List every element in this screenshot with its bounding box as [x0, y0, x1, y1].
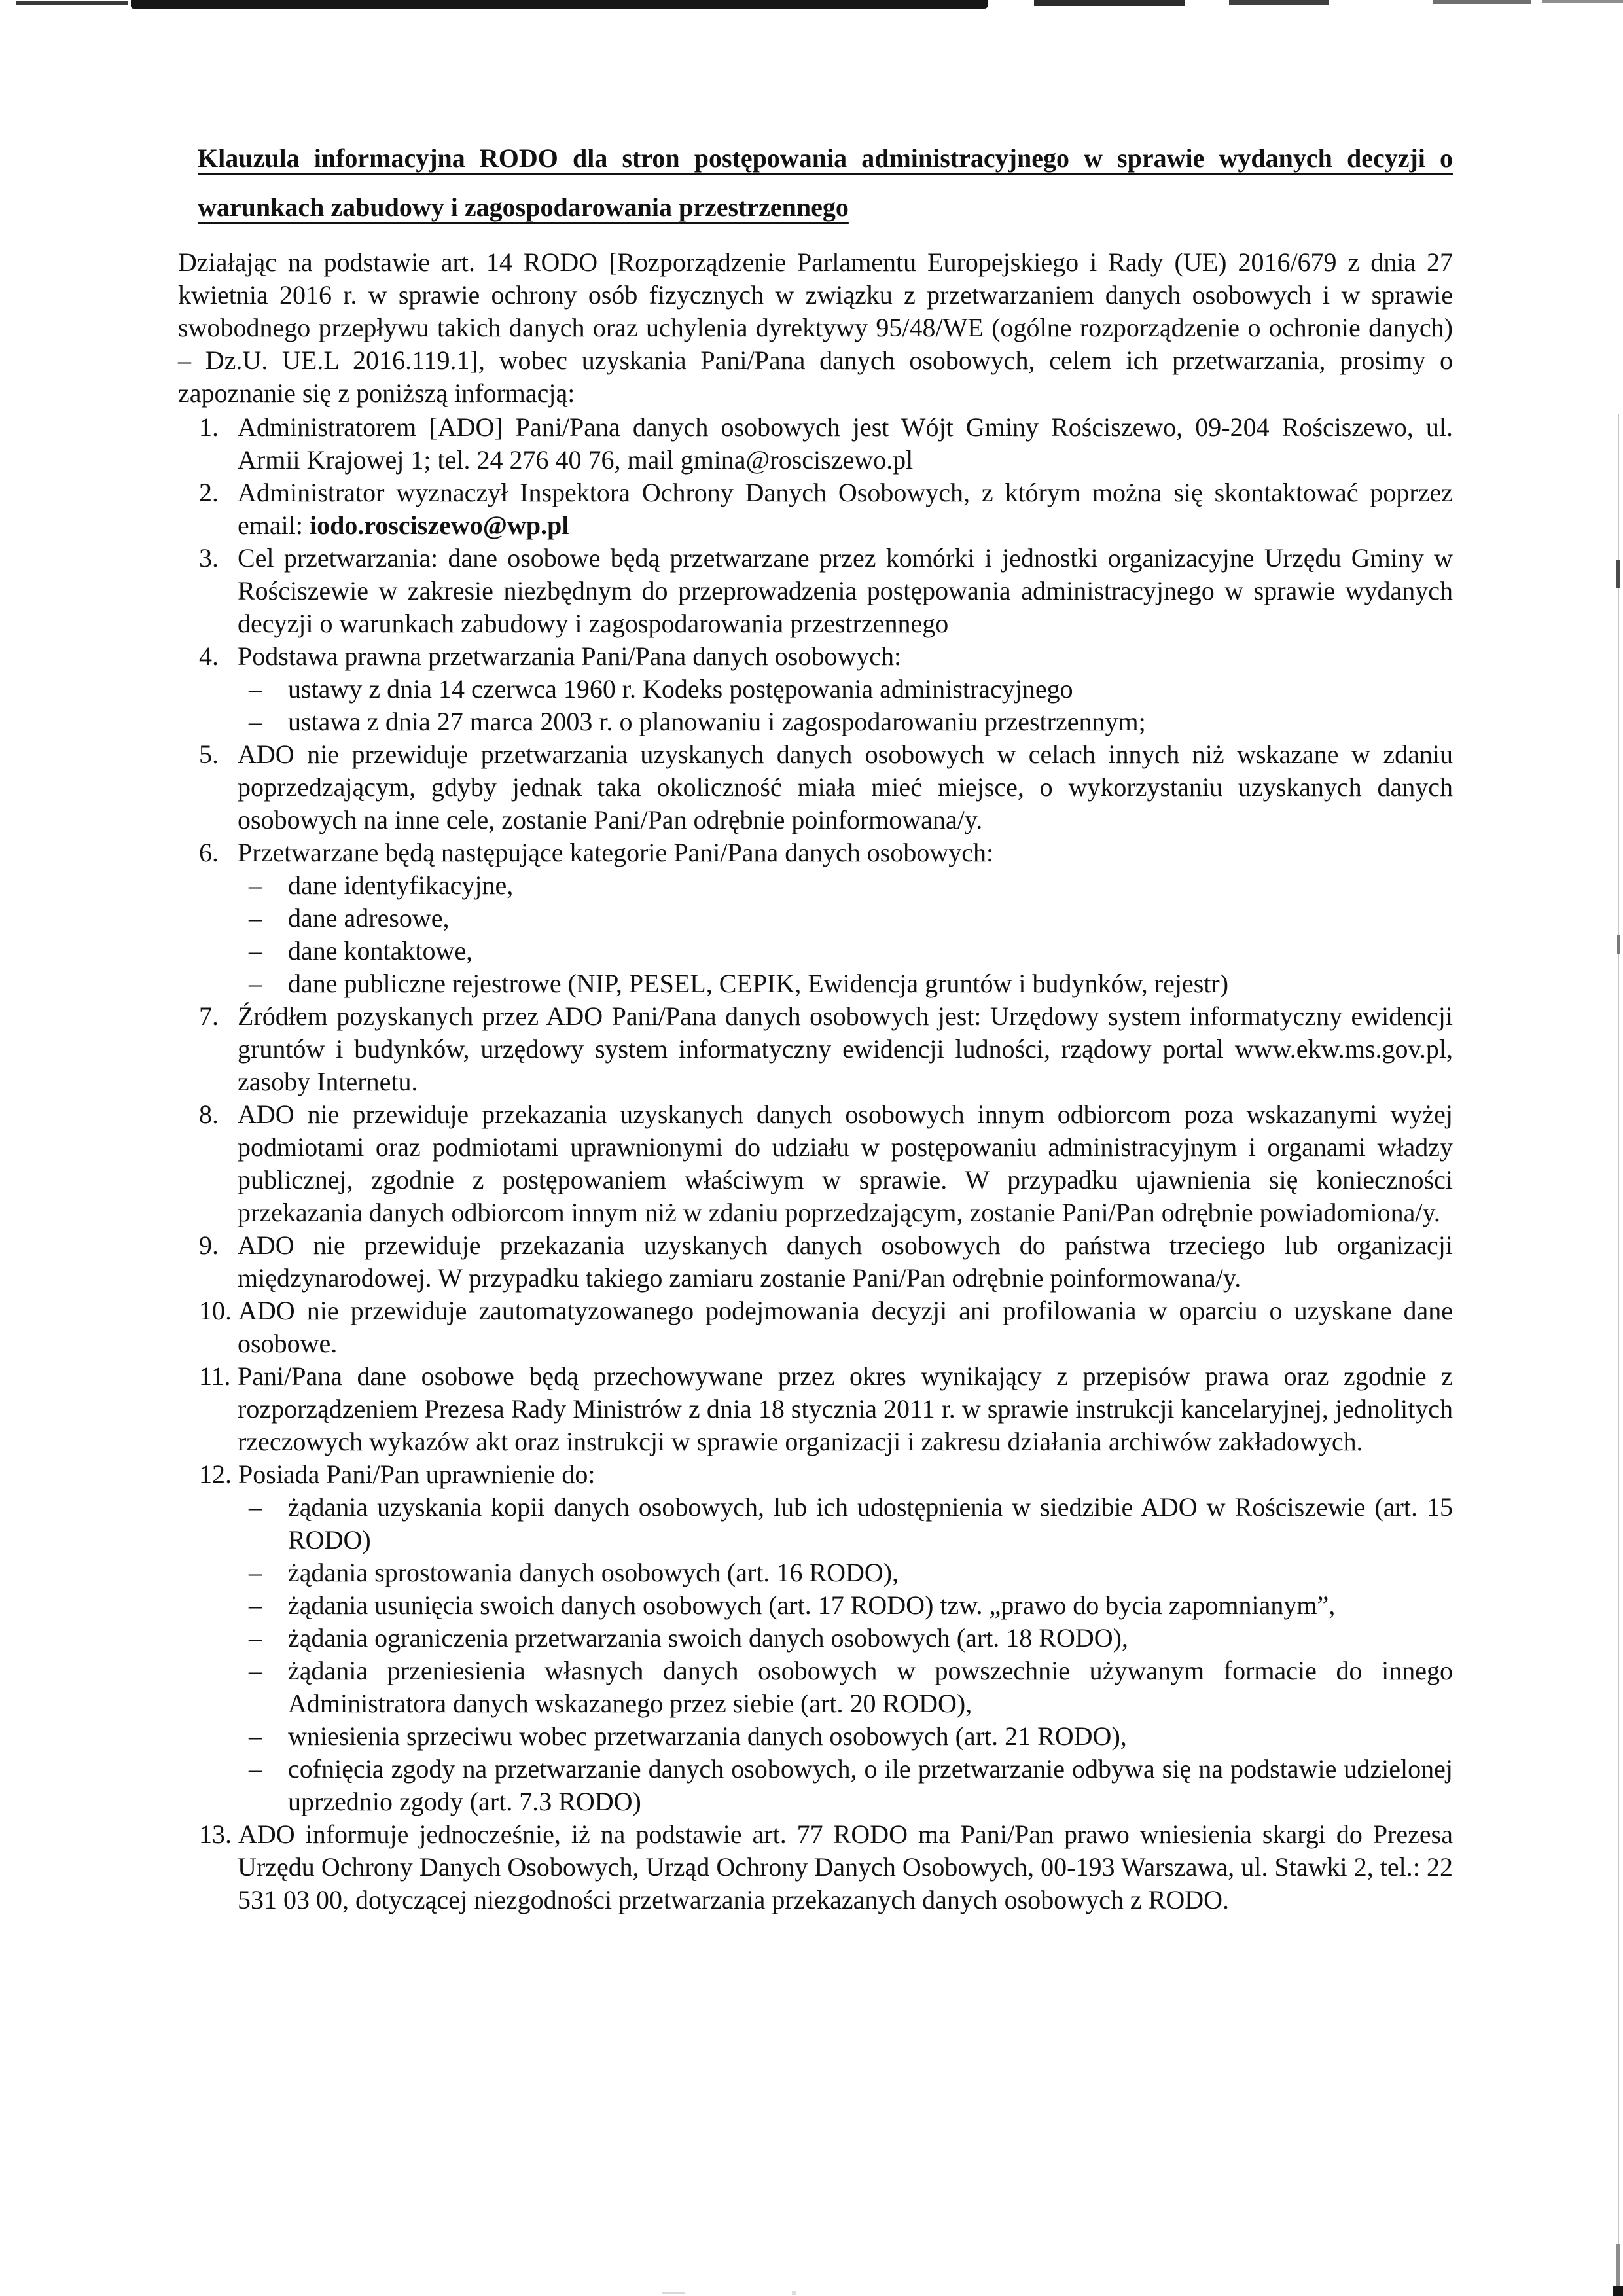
item-number: 6.: [199, 838, 219, 867]
sub-list-item: [249, 1655, 1453, 1720]
sub-item-text: żądania ograniczenia przetwarzania swoich danych osobowych (art. 18 RODO),: [288, 1623, 1128, 1653]
sub-list-item: [249, 1491, 1453, 1556]
scan-artifact-edge-mark: [1616, 560, 1620, 588]
list-item: [199, 1098, 1453, 1229]
sub-list-item: [249, 1720, 1453, 1753]
sub-list-item: [249, 935, 1453, 967]
list-item: [199, 738, 1453, 836]
list-item: [199, 640, 1453, 738]
document-title: Klauzula informacyjna RODO dla stron postępowania administracyjnego w sprawie wydanych decyzji o warunkach zabudowy i zagospodarowania przestrzennego: [198, 143, 1453, 222]
item-number: 10.: [199, 1296, 232, 1325]
item-text: Cel przetwarzania: dane osobowe będą przetwarzane przez komórki i jednostki organizacyjne Urzędu Gminy w Rościszewie w zakresie niezbędnym do przeprowadzenia postępowania administracyjnego w sprawie wydanych decyzji o warunkach zabudowy i zagospodarowania przestrzennego: [238, 543, 1453, 638]
list-item: [199, 1295, 1453, 1360]
scan-artifact-bottom-mark: [792, 2291, 796, 2295]
sub-item-text: wniesienia sprzeciwu wobec przetwarzania danych osobowych (art. 21 RODO),: [288, 1721, 1127, 1751]
sub-list: [238, 869, 1453, 1000]
list-item: [199, 1818, 1453, 1916]
list-item: [199, 1000, 1453, 1098]
dash-marker: –: [249, 903, 262, 933]
dash-marker: –: [249, 1558, 262, 1587]
sub-list-item: [249, 1753, 1453, 1818]
item-text: ADO nie przewiduje zautomatyzowanego podejmowania decyzji ani profilowania w oparciu o uzyskane dane osobowe.: [238, 1296, 1453, 1358]
sub-item-text: dane kontaktowe,: [288, 936, 473, 965]
sub-item-text: żądania usunięcia swoich danych osobowych (art. 17 RODO) tzw. „prawo do bycia zapomnianym”,: [288, 1590, 1336, 1620]
item-text: ADO nie przewiduje przekazania uzyskanych danych osobowych innym odbiorcom poza wskazanymi wyżej podmiotami oraz podmiotami uprawnionymi do udziału w postępowaniu administracyjnym i organami władzy publicznej, zgodnie z postępowaniem właściwym w sprawie. W przypadku ujawnienia się konieczności przekazania danych odbiorcom innym niż w zdaniu poprzedzającym, zostanie Pani/Pan odrębnie powiadomiona/y.: [238, 1100, 1453, 1227]
sub-item-text: cofnięcia zgody na przetwarzanie danych osobowych, o ile przetwarzanie odbywa się na podstawie udzielonej uprzednio zgody (art. 7.3 RODO): [288, 1754, 1453, 1816]
sub-item-text: ustawy z dnia 14 czerwca 1960 r. Kodeks postępowania administracyjnego: [288, 674, 1073, 704]
item-text: ADO informuje jednocześnie, iż na podstawie art. 77 RODO ma Pani/Pan prawo wniesienia skargi do Prezesa Urzędu Ochrony Danych Osobowych, Urząd Ochrony Danych Osobowych, 00-193 Warszawa, ul. Stawki 2, tel.: 22 531 03 00, dotyczącej niezgodności przetwarzania przekazanych danych osobowych z RODO.: [238, 1820, 1453, 1914]
dash-marker: –: [249, 1754, 262, 1784]
item-text: Podstawa prawna przetwarzania Pani/Pana danych osobowych:: [238, 641, 902, 671]
sub-list-item: [249, 1556, 1453, 1589]
item-text: ADO nie przewiduje przetwarzania uzyskanych danych osobowych w celach innych niż wskazane w zdaniu poprzedzającym, gdyby jednak taka okoliczność miała mieć miejsce, o wykorzystaniu uzyskanych danych osobowych na inne cele, zostanie Pani/Pan odrębnie poinformowana/y.: [238, 740, 1453, 834]
sub-list: [238, 1491, 1453, 1818]
scan-artifact-bottom-mark: [662, 2292, 685, 2294]
sub-list-item: [249, 967, 1453, 1000]
list-item: [199, 1229, 1453, 1295]
document-body: [178, 134, 1453, 1916]
dash-marker: –: [249, 1623, 262, 1653]
item-number: 2.: [199, 478, 219, 507]
sub-list-item: [249, 673, 1453, 706]
intro-paragraph: Działając na podstawie art. 14 RODO [Rozporządzenie Parlamentu Europejskiego i Rady (UE) 2016/679 z dnia 27 kwietnia 2016 r. w sprawie ochrony osób fizycznych w związku z przetwarzaniem danych osobowych i w sprawie swobodnego przepływu takich danych oraz uchylenia dyrektywy 95/48/WE (ogólne rozporządzenie o ochronie danych) – Dz.U. UE.L 2016.119.1], wobec uzyskania Pani/Pana danych osobowych, celem ich przetwarzania, prosimy o zapoznanie się z poniższą informacją:: [178, 247, 1453, 408]
scan-artifact-edge-mark: [1617, 935, 1620, 954]
item-text: Administrator wyznaczył Inspektora Ochrony Danych Osobowych, z którym można się skontaktować poprzez email:: [238, 478, 1453, 540]
item-number: 5.: [199, 740, 219, 769]
sub-item-text: żądania uzyskania kopii danych osobowych, lub ich udostępnienia w siedzibie ADO w Rościszewie (art. 15 RODO): [288, 1492, 1453, 1554]
scan-artifact-top-bar: [1229, 0, 1329, 5]
list-item: [199, 1360, 1453, 1458]
item-number: 9.: [199, 1230, 219, 1260]
list-item: [199, 836, 1453, 1000]
sub-item-text: żądania sprostowania danych osobowych (art. 16 RODO),: [288, 1558, 899, 1587]
sub-item-text: dane publiczne rejestrowe (NIP, PESEL, CEPIK, Ewidencja gruntów i budynków, rejestr): [288, 969, 1229, 998]
item-text: Pani/Pana dane osobowe będą przechowywane przez okres wynikający z przepisów prawa oraz zgodnie z rozporządzeniem Prezesa Rady Ministrów z dnia 18 stycznia 2011 r. w sprawie instrukcji kancelaryjnej, jednolitych rzeczowych wykazów akt oraz instrukcji w sprawie organizacji i zakresu działania archiwów zakładowych.: [238, 1361, 1453, 1456]
scan-artifact-top-bar: [1542, 0, 1623, 3]
item-number: 3.: [199, 543, 219, 573]
item-text: Źródłem pozyskanych przez ADO Pani/Pana danych osobowych jest: Urzędowy system informatyczny ewidencji gruntów i budynków, urzędowy system informatyczny ewidencji ludności, rządowy portal www.ekw.ms.gov.pl, zasoby Internetu.: [238, 1001, 1453, 1096]
dash-marker: –: [249, 674, 262, 704]
dash-marker: –: [249, 1492, 262, 1522]
sub-list-item: [249, 869, 1453, 902]
dash-marker: –: [249, 1590, 262, 1620]
dash-marker: –: [249, 1656, 262, 1685]
item-number: 12.: [199, 1460, 232, 1489]
item-text: Posiada Pani/Pan uprawnienie do:: [238, 1460, 596, 1489]
scan-artifact-top-bar: [1433, 0, 1531, 4]
sub-list-item: [249, 1622, 1453, 1655]
scan-artifact-corner-dot: [1613, 2286, 1623, 2296]
item-number: 1.: [199, 412, 219, 442]
item-text: Przetwarzane będą następujące kategorie Pani/Pana danych osobowych:: [238, 838, 994, 867]
dash-marker: –: [249, 870, 262, 900]
list-item: [199, 411, 1453, 476]
sub-list-item: [249, 706, 1453, 738]
item-text-bold: iodo.rosciszewo@wp.pl: [309, 511, 569, 540]
item-number: 13.: [199, 1820, 232, 1849]
sub-list: [238, 673, 1453, 738]
sub-item-text: dane adresowe,: [288, 903, 450, 933]
numbered-list: [178, 411, 1453, 1916]
item-number: 7.: [199, 1001, 219, 1031]
sub-item-text: ustawa z dnia 27 marca 2003 r. o planowaniu i zagospodarowaniu przestrzennym;: [288, 707, 1146, 736]
sub-item-text: żądania przeniesienia własnych danych osobowych w powszechnie używanym formacie do innego Administratora danych wskazanego przez siebie (art. 20 RODO),: [288, 1656, 1453, 1718]
item-text: Administratorem [ADO] Pani/Pana danych osobowych jest Wójt Gminy Rościszewo, 09-204 Rościszewo, ul. Armii Krajowej 1; tel. 24 276 40 76, mail gmina@rosciszewo.pl: [238, 412, 1453, 475]
dash-marker: –: [249, 969, 262, 998]
scan-artifact-edge-line: [1618, 414, 1619, 2296]
sub-list-item: [249, 902, 1453, 935]
item-number: 4.: [199, 641, 219, 671]
dash-marker: –: [249, 707, 262, 736]
sub-list-item: [249, 1589, 1453, 1622]
sub-item-text: dane identyfikacyjne,: [288, 870, 514, 900]
item-text: ADO nie przewiduje przekazania uzyskanych danych osobowych do państwa trzeciego lub organizacji międzynarodowej. W przypadku takiego zamiaru zostanie Pani/Pan odrębnie poinformowana/y.: [238, 1230, 1453, 1293]
list-item: [199, 1458, 1453, 1818]
item-number: 11.: [199, 1361, 231, 1391]
scan-artifact-top-bar: [16, 1, 128, 5]
list-item: [199, 476, 1453, 542]
scan-artifact-top-bar: [1034, 0, 1185, 6]
dash-marker: –: [249, 936, 262, 965]
scan-artifact-top-bar: [131, 0, 988, 9]
dash-marker: –: [249, 1721, 262, 1751]
list-item: [199, 542, 1453, 640]
item-number: 8.: [199, 1100, 219, 1129]
